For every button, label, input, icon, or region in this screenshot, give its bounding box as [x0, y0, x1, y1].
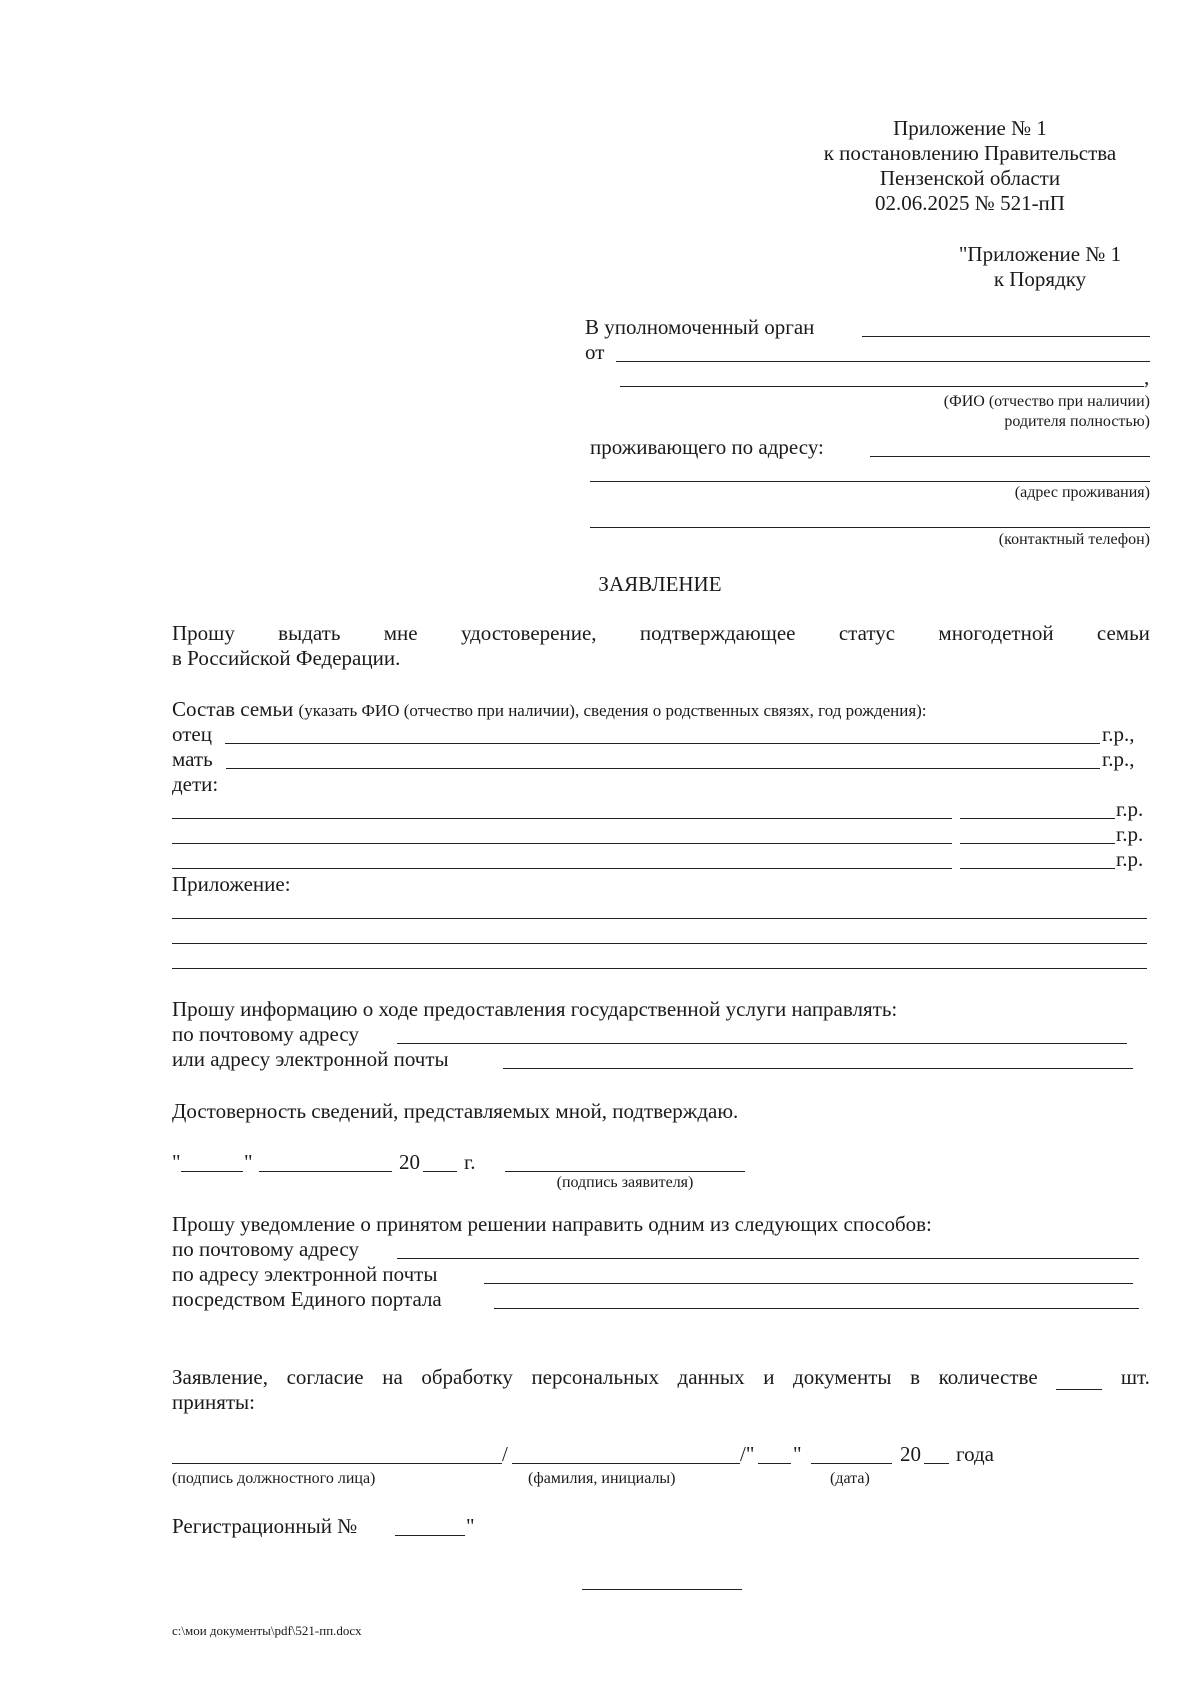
decision-portal-field[interactable]: [494, 1308, 1139, 1309]
official-name-hint: (фамилия, инициалы): [528, 1470, 676, 1487]
fio-hint-2: родителя полностью): [1004, 413, 1150, 430]
child-3-year-field[interactable]: [960, 868, 1115, 869]
official-signature-field[interactable]: [172, 1463, 502, 1464]
info-email-label: или адресу электронной почты: [172, 1047, 449, 1071]
child-1-year-field[interactable]: [960, 818, 1115, 819]
mother-field[interactable]: [226, 768, 1100, 769]
applicant-signature-hint: (подпись заявителя): [556, 1174, 694, 1191]
mother-label: мать: [172, 747, 213, 771]
order-appendix-title: "Приложение № 1: [958, 242, 1122, 266]
address-hint: (адрес проживания): [1014, 484, 1150, 501]
month-field[interactable]: [259, 1171, 392, 1172]
attachment-label: Приложение:: [172, 872, 291, 896]
info-heading: Прошу информацию о ходе предоставления государственной услуги направлять:: [172, 997, 898, 1021]
order-appendix-line: к Порядку: [993, 267, 1087, 291]
attachment-field-3[interactable]: [172, 968, 1147, 969]
info-postal-label: по почтовому адресу: [172, 1022, 359, 1046]
day-field[interactable]: [181, 1171, 243, 1172]
year-prefix: 20: [399, 1150, 420, 1174]
registration-number-field[interactable]: [395, 1535, 465, 1536]
fio-hint: (ФИО (отчество при наличии): [943, 393, 1150, 410]
year-suffix: г.: [464, 1150, 476, 1174]
appendix-region-line: Пензенской области: [879, 166, 1061, 190]
official-name-field[interactable]: [512, 1463, 740, 1464]
child-3-name-field[interactable]: [172, 868, 952, 869]
decision-portal-label: посредством Единого портала: [172, 1287, 442, 1311]
appendix-decree-date: 02.06.2025 № 521-пП: [875, 191, 1065, 215]
official-year-field[interactable]: [924, 1463, 949, 1464]
official-year-prefix: 20: [900, 1442, 921, 1466]
authority-field[interactable]: [862, 336, 1150, 337]
official-month-field[interactable]: [811, 1463, 892, 1464]
child-2-name-field[interactable]: [172, 843, 952, 844]
applicant-name-field[interactable]: [616, 361, 1150, 362]
decision-postal-label: по почтовому адресу: [172, 1237, 359, 1261]
applicant-signature-field[interactable]: [505, 1171, 745, 1172]
official-day-field[interactable]: [758, 1463, 791, 1464]
child-1-name-field[interactable]: [172, 818, 952, 819]
phone-hint: (контактный телефон): [998, 531, 1150, 548]
document-title: ЗАЯВЛЕНИЕ: [598, 572, 722, 596]
child-2-year-suffix: г.р.: [1116, 822, 1144, 846]
applicant-name-field-2[interactable]: [620, 386, 1144, 387]
decision-email-field[interactable]: [484, 1283, 1133, 1284]
family-heading-hint: (указать ФИО (отчество при наличии), сведения о родственных связях, год рождения):: [298, 701, 927, 720]
address-field-2[interactable]: [590, 481, 1150, 482]
child-2-year-field[interactable]: [960, 843, 1115, 844]
info-email-field[interactable]: [503, 1068, 1133, 1069]
attachment-field-1[interactable]: [172, 918, 1147, 919]
footer-file-path: c:\мои документы\pdf\521-пп.docx: [172, 1623, 362, 1638]
document-count-field[interactable]: [1056, 1369, 1102, 1390]
children-label: дети:: [172, 772, 219, 796]
decision-heading: Прошу уведомление о принятом решении направить одним из следующих способов:: [172, 1212, 932, 1236]
child-1-year-suffix: г.р.: [1116, 797, 1144, 821]
father-field[interactable]: [225, 743, 1100, 744]
official-year-word: года: [956, 1442, 994, 1466]
child-3-year-suffix: г.р.: [1116, 847, 1144, 871]
confirm-text: Достоверность сведений, представляемых мной, подтверждаю.: [172, 1099, 739, 1123]
authority-label: В уполномоченный орган: [585, 315, 815, 339]
from-label: от: [585, 340, 605, 364]
father-year-suffix: г.р.,: [1102, 722, 1135, 746]
official-signature-hint: (подпись должностного лица): [172, 1470, 376, 1487]
acceptance-line-1: Заявление, согласие на обработку персональных данных и документы в количестве шт.: [172, 1365, 1150, 1389]
mother-year-suffix: г.р.,: [1102, 747, 1135, 771]
registration-label: Регистрационный №: [172, 1514, 358, 1538]
acceptance-line-2: приняты:: [172, 1390, 255, 1414]
request-line-1: Прошу выдать мне удостоверение, подтверждающее статус многодетной семьи: [172, 621, 1150, 645]
info-postal-field[interactable]: [397, 1043, 1127, 1044]
request-line-2: в Российской Федерации.: [172, 646, 401, 670]
end-divider: [582, 1589, 742, 1590]
year-field[interactable]: [423, 1171, 457, 1172]
decision-postal-field[interactable]: [397, 1258, 1139, 1259]
appendix-decree-line: к постановлению Правительства: [823, 141, 1117, 165]
official-date-hint: (дата): [830, 1470, 870, 1487]
phone-field[interactable]: [590, 527, 1150, 528]
address-label: проживающего по адресу:: [590, 435, 824, 459]
attachment-field-2[interactable]: [172, 943, 1147, 944]
decision-email-label: по адресу электронной почты: [172, 1262, 438, 1286]
address-field[interactable]: [870, 456, 1150, 457]
document-page: Приложение № 1 к постановлению Правительства Пензенской области 02.06.2025 № 521-пП "Приложение № 1 к Порядку В уполномоченный орган от , (ФИО (отчество при наличии) родителя полностью) проживающего по адресу: (адрес проживания) (контактный телефон) ЗАЯВЛЕНИЕ Прошу выдать мне удостоверение, подтверждающее статус многодетной семьи в Российской Федерации. Состав семьи (указать ФИО (отчество при наличии), сведения о родственных связях, год рождения): отец г.р., мать г.р., дети: г.р. г.р. г.р. Приложение: Прошу информацию о ходе предоставления государственной услуги направлять: по почтовому адресу или адресу электронной почты Достоверность сведений, представляемых мной, подтверждаю. " " 20 г. (подпись заявителя) Прошу уведомление о принятом решении направить одним из следующих способов: по почтовому адресу по адресу электронной почты посредством Единого портала Заявление, согласие на обработку персональных данных и документы в количестве шт. приняты: / /" " 20 года (подпись должностного лица) (фамилия, инициалы) (дата) Регистрационный № " c:\мои документы\pdf\521-пп.docx: [0, 0, 1200, 1697]
appendix-title: Приложение № 1: [893, 116, 1047, 140]
father-label: отец: [172, 722, 212, 746]
family-heading: Состав семьи (указать ФИО (отчество при наличии), сведения о родственных связях, год рождения):: [172, 697, 927, 721]
